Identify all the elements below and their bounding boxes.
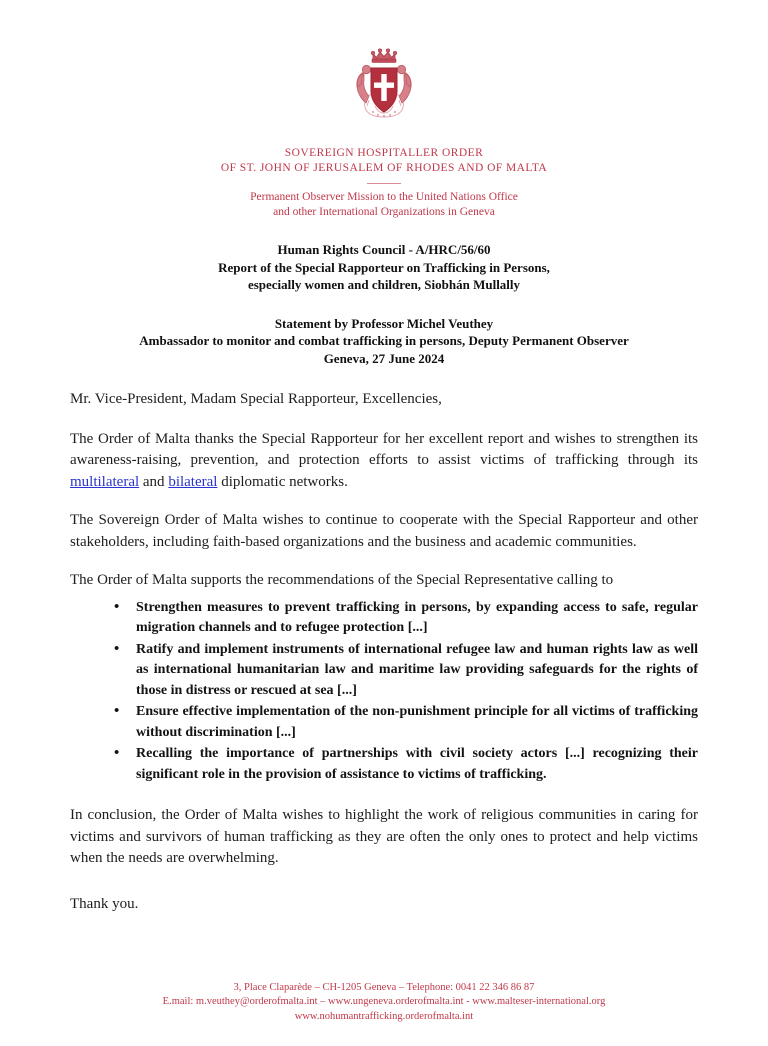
list-item: • Ratify and implement instruments of international refugee law and human rights law as well as international humanitarian law and maritime law providing safeguards for the rights of those in distress or rescued at sea [...] xyxy=(114,640,698,702)
letterhead-mission-line2: and other International Organizations in Geneva xyxy=(273,205,495,218)
recommendations-list xyxy=(70,598,698,786)
statement-author-role: Ambassador to monitor and combat trafficking in persons, Deputy Permanent Observer xyxy=(139,333,629,348)
footer-website-line: www.nohumantrafficking.orderofmalta.int xyxy=(294,1010,474,1022)
salutation-paragraph: Mr. Vice-President, Madam Special Rapporteur, Excellencies, xyxy=(70,391,442,407)
list-item: • Recalling the importance of partnerships with civil society actors [...] recognizing their significant role in the provision of assistance to victims of trafficking. xyxy=(114,744,698,785)
letterhead-mission-line1: Permanent Observer Mission to the United Nations Office xyxy=(250,191,518,203)
paragraph-recommendations-intro: The Order of Malta supports the recommendations of the Special Representative calling to xyxy=(70,572,614,588)
statement-place-date: Geneva, 27 June 2024 xyxy=(323,350,445,366)
document-title-block xyxy=(0,241,768,294)
statement-author: Statement by Professor Michel Veuthey xyxy=(274,315,494,331)
letterhead-emblem-container xyxy=(0,0,768,126)
footer-address-line: 3, Place Claparède – CH-1205 Geneva – Telephone: 0041 22 346 86 87 xyxy=(233,981,535,993)
list-item: • Ensure effective implementation of the non-punishment principle for all victims of trafficking without discrimination [...] xyxy=(114,702,698,743)
paragraph-1-text-part-3: diplomatic networks. xyxy=(217,473,348,490)
statement-attribution-block xyxy=(0,315,768,368)
title-council-reference: Human Rights Council - A/HRC/56/60 xyxy=(277,242,491,257)
footer-email-and-websites-line: E.mail: m.veuthey@orderofmalta.int – www.ungeneva.orderofmalta.int - www.malteser-international.org xyxy=(162,996,606,1007)
document-footer xyxy=(0,981,768,1025)
paragraph-thank-you: Thank you. xyxy=(70,895,139,912)
title-rapporteur-line: especially women and children, Siobhán Mullally xyxy=(247,277,521,292)
title-report-line: Report of the Special Rapporteur on Trafficking in Persons, xyxy=(218,259,550,275)
letterhead xyxy=(0,146,768,219)
letterhead-order-name-line2: OF ST. JOHN OF JERUSALEM OF RHODES AND OF MALTA xyxy=(220,162,548,174)
order-of-malta-coat-of-arms-icon xyxy=(347,44,421,124)
list-item: • Strengthen measures to prevent trafficking in persons, by expanding access to safe, regular migration channels and to refugee protection [...] xyxy=(114,598,698,639)
letterhead-divider-rule xyxy=(367,183,401,184)
multilateral-link[interactable]: multilateral xyxy=(70,473,140,490)
paragraph-cooperation: The Sovereign Order of Malta wishes to continue to cooperate with the Special Rapporteur and other stakeholders, including faith-based organizations and the business and academic communities. xyxy=(70,512,698,550)
letterhead-order-name-line1: SOVEREIGN HOSPITALLER ORDER xyxy=(284,147,484,159)
paragraph-1-text-part-1: The Order of Malta thanks the Special Rapporteur for her excellent report and wishes to strengthen its awareness-raising, prevention, and protection efforts to assist victims of trafficking through its xyxy=(70,430,698,468)
paragraph-thanks-rapporteur xyxy=(70,429,698,494)
paragraph-1-text-part-2: and xyxy=(139,473,169,490)
document-body xyxy=(70,367,698,915)
paragraph-conclusion: In conclusion, the Order of Malta wishes to highlight the work of religious communities in caring for victims and survivors of human trafficking as they are often the only ones to protect and help victims when the needs are overwhelming. xyxy=(70,807,698,866)
bilateral-link[interactable]: bilateral xyxy=(168,473,218,490)
